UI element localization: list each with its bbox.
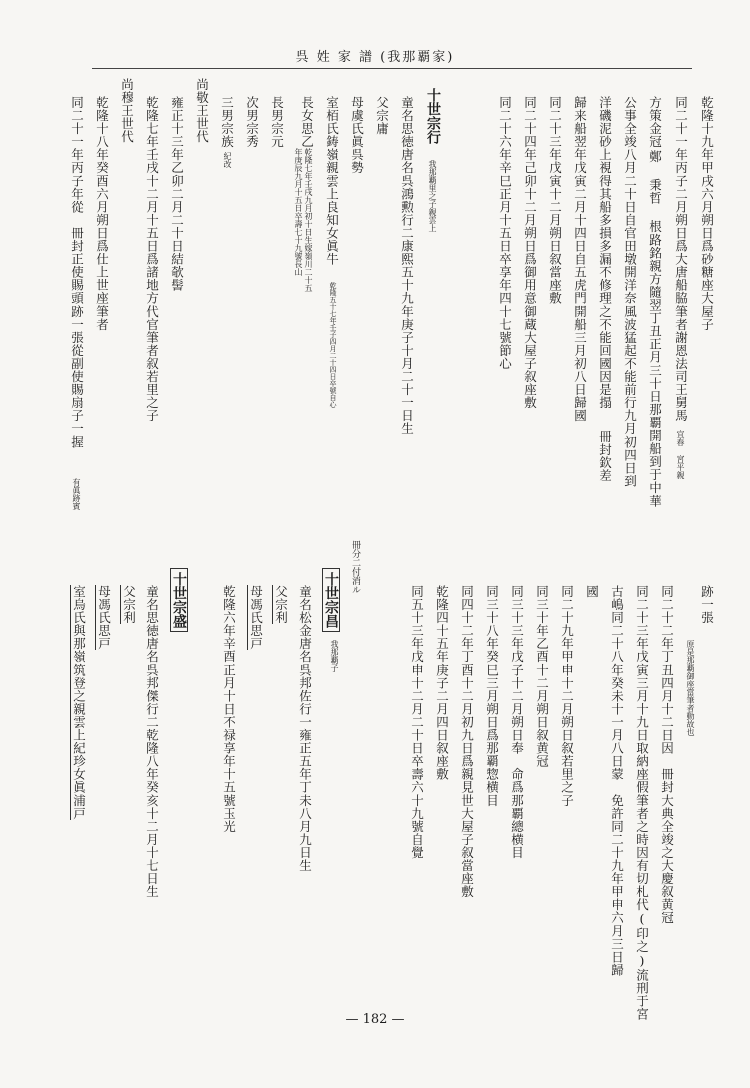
- section-heading-soko-note: 我那覇里之子親雲上: [428, 160, 437, 232]
- upper-line-9: 同二十六年辛巳正月十五日卒享年四十七號節心: [497, 96, 513, 371]
- upper-line-1: 乾隆十九年甲戌六月朔日爲砂糖座大屋子: [699, 96, 715, 331]
- sosei-line-1: 童名思徳唐名呉邦傑行二乾隆八年癸亥十二月十七日生: [144, 585, 160, 899]
- soko-line-2: 父宗庸: [374, 96, 390, 136]
- section-heading-sosei: 十世宗盛: [170, 568, 188, 632]
- upper-line-2-note: 宜春 宮平親: [676, 430, 685, 479]
- soko-line-4: 室栢氏鋳嶺親雲上良知女眞牛: [324, 96, 340, 266]
- page-header: 呉 姓 家 譜 (我那覇家): [295, 50, 455, 65]
- soko-line-5: 長女思乙: [299, 96, 315, 149]
- upper-line-5-tail: 冊封欽差: [597, 430, 613, 483]
- upper-line-8: 同二十四年己卯十二月朔日爲御用意御蔵大屋子叙座敷: [522, 96, 538, 410]
- soko-line-10: 雍正十三年乙卯二月二十日結欹髻: [169, 96, 185, 292]
- section-heading-sosho: 十世宗昌: [322, 568, 340, 632]
- erase-note: 冊分二付消ル: [350, 540, 360, 594]
- lower-line-10: 同四十二年丁酉十二月初九日爲親見世大屋子叙當座敷: [459, 585, 475, 899]
- soko-last-note: 有眞跡賓: [72, 478, 81, 510]
- upper-line-5: 洋磯泥砂上視得其船多損多漏不修理之不能回國因是搨: [597, 96, 613, 410]
- lower-line-1: 跡一張: [699, 585, 715, 625]
- lower-line-5: 國: [584, 585, 600, 599]
- lower-line-2: 同二十二年丁丑四月十二日因 冊封大典全竣之大慶叙黄冠: [659, 585, 675, 925]
- sosho-line-2: 父宗利: [273, 585, 289, 625]
- sosei-line-4: 室烏氏與那嶺筑登之親雲上紀珍女眞浦戸: [71, 585, 87, 820]
- upper-line-7: 同二十三年戊寅十二月朔日叙當座敷: [547, 96, 563, 305]
- soko-line-1: 童名思徳唐名呉鴻勲行二康熙五十九年庚子十月二十一日生: [399, 96, 415, 436]
- lower-line-9: 同三十八年癸巳三月朔日爲那覇惣横目: [484, 585, 500, 807]
- upper-line-6: 歸来船翌年戊寅二月十四日自五虎門開船三月初八日歸國: [572, 96, 588, 423]
- sosei-line-2: 父宗利: [121, 585, 137, 625]
- sosho-line-3: 母馮氏思戸: [248, 585, 264, 651]
- upper-line-3-note: 鄭 秉哲 根路銘親方隨翌丁丑正月三十日那覇開船到于中華: [647, 150, 663, 508]
- soko-reign-2: 尚穆王世代: [119, 78, 135, 144]
- section-heading-soko: 十世宗行: [425, 88, 441, 144]
- lower-line-7: 同三十年乙酉十二月朔日叙黄冠: [534, 585, 550, 768]
- section-heading-sosho-note: 我那覇子: [330, 640, 339, 672]
- soko-son3-note: 紀改: [223, 152, 232, 168]
- lower-line-6: 同二十九年甲申十二月朔日叙若里之子: [559, 585, 575, 807]
- lower-line-1-note: 原是那覇御座當筆者動故也: [686, 640, 695, 736]
- lower-line-4: 古嶋同二十八年癸未十一月八日蒙 免許同二十九年甲申六月三日歸: [609, 585, 625, 977]
- upper-line-4: 公事全竣八月二十日自官田墩開洋奈風波猛起不能前行九月初四日到: [622, 96, 638, 488]
- lower-line-8: 同三十三年戊子十二月朔日奉 命爲那覇總横目: [509, 585, 525, 860]
- soko-line-11: 乾隆七年壬戌十二月十五日爲諸地方代官筆者叙若里之子: [144, 96, 160, 423]
- upper-line-2: 同二十一年丙子二月朔日爲大唐船脇筆者謝恩法司王舅馬: [673, 96, 689, 423]
- soko-line-3: 母虞氏眞呉勢: [349, 96, 365, 175]
- lower-line-11: 乾隆四十五年庚子二月四日叙座敷: [434, 585, 450, 781]
- sosho-line-1: 童名松金唐名呉邦佐行一雍正五年丁未八月九日生: [297, 585, 313, 873]
- soko-wife-note: 乾隆五十七年壬子四月二十四日卒號自心: [329, 282, 337, 408]
- soko-line-13: 乾隆十八年癸酉六月朔日爲仕上世座筆者: [94, 96, 110, 331]
- page-number: — 182 —: [345, 1012, 405, 1027]
- sosho-line-4: 乾隆六年辛酉正月十日不禄享年十五號玉光: [221, 585, 237, 833]
- soko-reign-1: 尚敬王世代: [194, 78, 210, 144]
- header-rule: [92, 68, 692, 69]
- lower-line-12: 同五十三年戊申十二月二十日卒壽六十九號自覺: [409, 585, 425, 860]
- sosei-line-3: 母馮氏思戸: [96, 585, 112, 651]
- soko-line-8: 三男宗族: [219, 96, 235, 149]
- upper-line-3: 方策金冠: [647, 96, 663, 149]
- lower-line-3: 同二十三年戊寅三月十九日取納座假筆者之時因有切札代(印之)流刑于宮: [634, 585, 650, 1021]
- soko-line-14: 同二十一年丙子年從 冊封正使賜頭跡一張從副使賜扇子一握: [69, 96, 85, 449]
- soko-line-6: 長男宗元: [269, 96, 285, 149]
- soko-line-7: 次男宗秀: [244, 96, 260, 149]
- soko-daughter-note-a: 乾隆七年壬戌九月初十日生嫁嶺川二十五: [304, 148, 313, 292]
- soko-daughter-note-b: 年庚辰九月十五日卒壽七十九號長山: [294, 148, 303, 276]
